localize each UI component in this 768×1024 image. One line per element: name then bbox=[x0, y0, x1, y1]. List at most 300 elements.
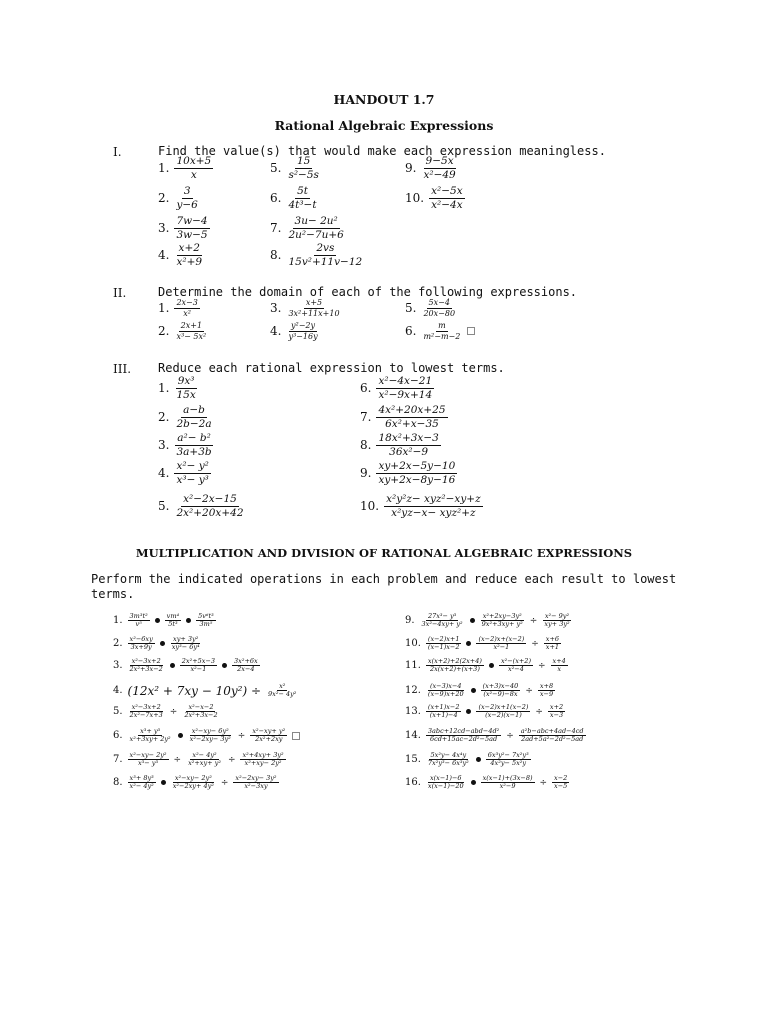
operator-symbol: ÷ bbox=[506, 730, 514, 741]
fraction bbox=[174, 186, 199, 211]
expression-item bbox=[270, 186, 319, 211]
item-number: 6. bbox=[113, 730, 123, 742]
item-number: 3. bbox=[158, 221, 170, 236]
fraction-denominator: x²− 4y² bbox=[129, 782, 154, 791]
section-3-instruction: Reduce each rational expression to lowest terms. bbox=[158, 361, 505, 375]
fraction-numerator: x²−(x+2) bbox=[500, 657, 531, 665]
expression-item bbox=[158, 322, 208, 341]
fraction-denominator: x²−2xy− 3y² bbox=[189, 735, 231, 744]
fraction-denominator: (x−9)x+20 bbox=[427, 690, 464, 699]
fraction bbox=[174, 405, 213, 430]
expression-item bbox=[113, 613, 216, 629]
multiply-dot-icon bbox=[471, 688, 476, 693]
item-number: 4. bbox=[158, 466, 170, 481]
item-number: 5. bbox=[158, 499, 170, 514]
item-number: 2. bbox=[158, 191, 170, 206]
item-number: 7. bbox=[113, 754, 123, 766]
item-number: 5. bbox=[405, 301, 417, 316]
fraction-denominator: 2u²−7u+6 bbox=[288, 228, 344, 241]
placeholder-box-icon bbox=[467, 327, 475, 335]
fraction bbox=[174, 243, 204, 268]
fraction bbox=[174, 299, 199, 318]
fraction-denominator: 36x²−9 bbox=[389, 445, 429, 458]
item-number: 3. bbox=[113, 660, 123, 672]
operator-symbol: ÷ bbox=[525, 685, 533, 696]
fraction-numerator: x²− 4y² bbox=[192, 751, 217, 759]
fraction-denominator: 6x²+x−35 bbox=[385, 417, 439, 430]
fraction-denominator: s²−5s bbox=[288, 168, 319, 181]
fraction bbox=[499, 658, 533, 674]
fraction-denominator: x²−4 bbox=[508, 665, 524, 674]
fraction-numerator: 5x−4 bbox=[428, 298, 450, 307]
fraction bbox=[174, 433, 213, 458]
fraction bbox=[548, 704, 565, 720]
fraction-denominator: 2x(x+2)+(x+3) bbox=[429, 665, 480, 674]
fraction bbox=[552, 775, 569, 791]
fraction-denominator: 15v²+11v−12 bbox=[288, 255, 363, 268]
fraction-denominator: x²−1 bbox=[493, 643, 510, 652]
expression-item bbox=[360, 376, 434, 401]
fraction bbox=[421, 322, 462, 341]
fraction-numerator: 2x−3 bbox=[176, 298, 198, 307]
fraction bbox=[174, 322, 208, 341]
operator-symbol: ÷ bbox=[173, 754, 182, 765]
fraction-numerator: 5v⁶t³ bbox=[198, 612, 214, 620]
fraction bbox=[376, 405, 447, 430]
expression-item bbox=[158, 156, 213, 181]
expression-item bbox=[113, 683, 298, 699]
fraction-numerator: 2x+1 bbox=[180, 321, 203, 330]
fraction bbox=[233, 775, 278, 791]
expression-item bbox=[360, 494, 483, 519]
item-number: 6. bbox=[270, 191, 282, 206]
item-number: 14. bbox=[405, 730, 421, 742]
fraction bbox=[538, 683, 555, 699]
item-number: 4. bbox=[270, 324, 282, 339]
item-number: 8. bbox=[270, 248, 282, 263]
fraction-numerator: a²b−abc+4ad−4cd bbox=[520, 727, 584, 735]
fraction bbox=[128, 704, 165, 720]
fraction-numerator: x²−x−2 bbox=[188, 703, 214, 711]
fraction-denominator: x²yz−x− xyz²+z bbox=[391, 506, 476, 519]
fraction-numerator: 6x³y²− 7x²y³ bbox=[487, 751, 529, 759]
expression-item bbox=[158, 461, 211, 486]
fraction-numerator: 3u− 2u² bbox=[294, 215, 338, 227]
expression-item bbox=[158, 433, 214, 458]
fraction bbox=[128, 728, 173, 744]
fraction-numerator: 4x²+20x+25 bbox=[378, 404, 446, 416]
fraction-denominator: y³−16y bbox=[288, 331, 318, 341]
fraction-denominator: 20x−80 bbox=[423, 308, 456, 318]
fraction-denominator: x²−49 bbox=[423, 168, 456, 181]
fraction-numerator: x²−xy+ y² bbox=[252, 727, 286, 735]
fraction-numerator: 3m³t² bbox=[129, 612, 148, 620]
fraction-denominator: x²−2xy+ 4y² bbox=[172, 782, 214, 791]
multiply-dot-icon bbox=[155, 618, 160, 623]
expression-item bbox=[113, 636, 202, 652]
expression-item bbox=[270, 243, 364, 268]
item-number: 2. bbox=[158, 324, 170, 339]
fraction bbox=[174, 494, 245, 519]
fraction-denominator: 2b−2a bbox=[176, 417, 212, 430]
fraction-denominator: 6cd+15ac−2d²−5ad bbox=[430, 735, 498, 744]
fraction bbox=[128, 752, 169, 768]
fraction-denominator: m²−m−2 bbox=[423, 331, 461, 341]
item-number: 5. bbox=[113, 706, 123, 718]
fraction-denominator: x²−3xy bbox=[244, 782, 268, 791]
item-number: 2. bbox=[158, 410, 170, 425]
item-number: 4. bbox=[113, 685, 123, 697]
expression-text: (12x² + 7xy − 10y²) ÷ bbox=[127, 683, 262, 698]
fraction bbox=[476, 636, 526, 652]
fraction-denominator: x³− y³ bbox=[176, 473, 209, 486]
operator-symbol: ÷ bbox=[227, 754, 236, 765]
fraction bbox=[186, 752, 223, 768]
fraction-denominator: (x+1)−4 bbox=[429, 711, 458, 720]
expression-item bbox=[405, 186, 465, 211]
fraction-numerator: x²−xy− 6y² bbox=[191, 727, 229, 735]
fraction bbox=[165, 613, 181, 629]
item-number: 1. bbox=[158, 381, 170, 396]
fraction-numerator: (x−2)x+(x−2) bbox=[478, 635, 525, 643]
fraction-numerator: x+2 bbox=[549, 703, 564, 711]
item-number: 6. bbox=[405, 324, 417, 339]
item-number: 1. bbox=[158, 301, 170, 316]
fraction-denominator: x bbox=[557, 665, 561, 674]
item-number: 2. bbox=[113, 638, 123, 650]
fraction bbox=[426, 775, 466, 791]
section-3-number: III. bbox=[113, 362, 132, 376]
fraction-numerator: 5t bbox=[297, 185, 308, 197]
fraction-numerator: x²−5x bbox=[431, 185, 463, 197]
multiply-dot-icon bbox=[161, 780, 166, 785]
fraction-numerator: 3x²+6x bbox=[234, 657, 258, 665]
fraction-numerator: (x−2)x+1(x−2) bbox=[478, 703, 529, 711]
fraction-numerator: 9−5x bbox=[425, 155, 454, 167]
expression-item bbox=[405, 752, 531, 768]
expression-item bbox=[113, 658, 260, 674]
fraction-denominator: x²+3xy+ 2y² bbox=[129, 735, 171, 744]
fraction bbox=[174, 376, 197, 401]
fraction bbox=[188, 728, 233, 744]
fraction-numerator: x²− 9y² bbox=[544, 612, 570, 620]
expression-item bbox=[270, 156, 321, 181]
fraction-denominator: 2x²−7x+3 bbox=[129, 711, 163, 720]
expression-item bbox=[158, 405, 214, 430]
fraction bbox=[180, 658, 217, 674]
expression-item bbox=[405, 728, 586, 744]
fraction-denominator: v⁵ bbox=[135, 620, 142, 629]
fraction bbox=[128, 775, 156, 791]
fraction bbox=[376, 461, 457, 486]
fraction-denominator: 9x²+3xy+ y² bbox=[481, 620, 523, 629]
fraction-numerator: x²−2x−15 bbox=[183, 493, 237, 505]
fraction-denominator: 15x bbox=[176, 388, 196, 401]
section-1-instruction: Find the value(s) that would make each expression meaningless. bbox=[158, 144, 606, 158]
fraction-denominator: 5t³ bbox=[168, 620, 178, 629]
fraction-numerator: a²− b² bbox=[177, 432, 211, 444]
fraction-numerator: x+5 bbox=[305, 298, 323, 307]
multiply-dot-icon bbox=[476, 757, 481, 762]
item-number: 10. bbox=[360, 499, 380, 514]
multiply-dot-icon bbox=[489, 663, 494, 668]
fraction-numerator: x+2 bbox=[178, 242, 200, 254]
fraction-denominator: x²−1 bbox=[190, 665, 207, 674]
fraction bbox=[426, 683, 466, 699]
fraction-denominator: x−3 bbox=[549, 711, 564, 720]
fraction-numerator: x+6 bbox=[545, 635, 560, 643]
fraction-denominator: 2ad+5a²−2d²−5ad bbox=[521, 735, 584, 744]
expression-item bbox=[113, 728, 300, 744]
fraction bbox=[519, 728, 586, 744]
fraction-denominator: 2x²+3x−2 bbox=[184, 711, 218, 720]
operator-symbol: ÷ bbox=[537, 660, 546, 671]
fraction-numerator: x² bbox=[279, 682, 286, 690]
item-number: 6. bbox=[360, 381, 372, 396]
fraction-numerator: 18x²+3x−3 bbox=[378, 432, 439, 444]
item-number: 3. bbox=[158, 438, 170, 453]
fraction bbox=[480, 613, 525, 629]
fraction-denominator: x+1 bbox=[545, 643, 560, 652]
multiply-dot-icon bbox=[178, 733, 183, 738]
fraction-numerator: xy+2x−5y−10 bbox=[378, 460, 456, 472]
section-2-instruction: Determine the domain of each of the following expressions. bbox=[158, 285, 578, 299]
placeholder-box-icon bbox=[292, 732, 300, 740]
fraction bbox=[240, 752, 285, 768]
fraction-denominator: 2x²+3x−2 bbox=[129, 665, 163, 674]
mult-div-instruction-line1: Perform the indicated operations in each problem and reduce each result to lowest bbox=[91, 572, 677, 586]
fraction bbox=[266, 683, 298, 699]
item-number: 5. bbox=[270, 161, 282, 176]
fraction bbox=[429, 186, 465, 211]
fraction bbox=[476, 704, 530, 720]
fraction-denominator: 3x+9y bbox=[130, 643, 152, 652]
item-number: 9. bbox=[405, 615, 415, 627]
mult-div-instruction-line2: terms. bbox=[91, 587, 135, 601]
fraction-denominator: x³− y³ bbox=[138, 759, 159, 768]
item-number: 11. bbox=[405, 660, 421, 672]
expression-item bbox=[113, 752, 286, 768]
item-number: 10. bbox=[405, 191, 425, 206]
fraction-denominator: x²+9 bbox=[176, 255, 203, 268]
item-number: 3. bbox=[270, 301, 282, 316]
fraction-denominator: xy+ 3y² bbox=[544, 620, 570, 629]
fraction-denominator: x²+xy− 2y² bbox=[244, 759, 282, 768]
expression-item bbox=[158, 376, 198, 401]
fraction-denominator: (x−2)(x−1) bbox=[485, 711, 522, 720]
expression-item bbox=[360, 433, 441, 458]
item-number: 15. bbox=[405, 754, 421, 766]
fraction-numerator: x³+ 8y³ bbox=[129, 774, 154, 782]
fraction bbox=[551, 658, 568, 674]
handout-title: HANDOUT 1.7 bbox=[333, 92, 435, 107]
fraction-denominator: 2x−4 bbox=[237, 665, 255, 674]
multiply-dot-icon bbox=[466, 641, 471, 646]
operator-symbol: ÷ bbox=[535, 706, 543, 717]
fraction-denominator: x²+xy+ y² bbox=[188, 759, 221, 768]
item-number: 9. bbox=[360, 466, 372, 481]
fraction-numerator: x(x−1)+(3x−8) bbox=[482, 774, 533, 782]
fraction-numerator: 15 bbox=[297, 155, 311, 167]
expression-item bbox=[158, 299, 200, 318]
fraction-numerator: x²−3x+2 bbox=[131, 703, 161, 711]
item-number: 7. bbox=[360, 410, 372, 425]
fraction bbox=[170, 636, 202, 652]
fraction bbox=[286, 243, 364, 268]
multiply-dot-icon bbox=[170, 663, 175, 668]
fraction bbox=[481, 683, 521, 699]
fraction-denominator: 3x²−4xy+ y² bbox=[421, 620, 463, 629]
fraction-numerator: x²−2xy− 3y² bbox=[235, 774, 277, 782]
expression-item bbox=[405, 156, 458, 181]
fraction-denominator: x−5 bbox=[554, 782, 568, 791]
fraction-denominator: xy+2x−8y−16 bbox=[378, 473, 456, 486]
fraction bbox=[286, 186, 318, 211]
fraction-numerator: (x+3)x−40 bbox=[482, 682, 519, 690]
fraction-numerator: 27x³− y³ bbox=[427, 612, 457, 620]
fraction bbox=[171, 775, 216, 791]
expression-item bbox=[270, 322, 320, 341]
item-number: 12. bbox=[405, 685, 421, 697]
fraction-denominator: 3x²+11x+10 bbox=[288, 308, 340, 318]
fraction-denominator: x(x−1)−20 bbox=[427, 782, 464, 791]
fraction bbox=[286, 156, 320, 181]
item-number: 16. bbox=[405, 777, 421, 789]
fraction bbox=[174, 461, 210, 486]
fraction-numerator: 7w−4 bbox=[176, 215, 208, 227]
item-number: 8. bbox=[113, 777, 123, 789]
expression-item bbox=[405, 299, 457, 318]
expression-item bbox=[270, 299, 342, 318]
fraction-denominator: 2x²+20x+42 bbox=[176, 506, 244, 519]
item-number: 1. bbox=[113, 615, 123, 627]
fraction bbox=[128, 636, 155, 652]
fraction-numerator: x²−3x+2 bbox=[131, 657, 161, 665]
multiply-dot-icon bbox=[160, 641, 165, 646]
fraction-denominator: 2x²+2xy bbox=[255, 735, 283, 744]
fraction bbox=[286, 299, 341, 318]
fraction-numerator: 10x+5 bbox=[176, 155, 212, 167]
fraction bbox=[286, 322, 319, 341]
operator-symbol: ÷ bbox=[531, 638, 539, 649]
expression-item bbox=[360, 405, 448, 430]
multiply-dot-icon bbox=[470, 618, 475, 623]
expression-item bbox=[270, 216, 346, 241]
expression-item bbox=[405, 636, 561, 652]
section-1-number: I. bbox=[113, 145, 122, 159]
fraction bbox=[421, 156, 457, 181]
expression-item bbox=[158, 186, 200, 211]
fraction-numerator: 3abc+12cd−abd−4d² bbox=[427, 727, 500, 735]
fraction-denominator: y−6 bbox=[176, 198, 198, 211]
fraction-denominator: 4x²y− 5x²y bbox=[490, 759, 527, 768]
fraction-denominator: x³− 5x² bbox=[176, 331, 207, 341]
fraction-numerator: x+8 bbox=[539, 682, 554, 690]
fraction-numerator: 3 bbox=[183, 185, 191, 197]
expression-item bbox=[158, 243, 204, 268]
fraction bbox=[481, 775, 535, 791]
handout-subtitle: Rational Algebraic Expressions bbox=[274, 118, 494, 133]
fraction-numerator: (x−2)x+1 bbox=[427, 635, 460, 643]
fraction-numerator: 9x³ bbox=[177, 375, 195, 387]
fraction bbox=[182, 704, 219, 720]
fraction bbox=[426, 752, 471, 768]
fraction-denominator: (x−1)x−2 bbox=[427, 643, 460, 652]
fraction-numerator: m bbox=[438, 321, 446, 330]
fraction-denominator: x bbox=[190, 168, 197, 181]
mult-div-title: MULTIPLICATION AND DIVISION OF RATIONAL ALGEBRAIC EXPRESSIONS bbox=[135, 546, 633, 560]
expression-item bbox=[405, 322, 475, 341]
fraction bbox=[286, 216, 345, 241]
operator-symbol: ÷ bbox=[529, 615, 538, 626]
fraction-denominator: 3m⁵ bbox=[199, 620, 213, 629]
fraction-numerator: x(x+2)+2(2x+4) bbox=[427, 657, 482, 665]
fraction-denominator: (x²−9)−8x bbox=[483, 690, 518, 699]
fraction-numerator: a−b bbox=[183, 404, 205, 416]
fraction bbox=[426, 704, 462, 720]
fraction bbox=[486, 752, 531, 768]
fraction-numerator: x²+4xy+ 3y² bbox=[242, 751, 284, 759]
fraction-numerator: x²− y² bbox=[176, 460, 209, 472]
fraction-numerator: vm⁴ bbox=[166, 612, 180, 620]
fraction bbox=[421, 299, 457, 318]
fraction-numerator: 2vs bbox=[316, 242, 335, 254]
fraction bbox=[196, 613, 216, 629]
fraction-denominator: x² bbox=[183, 308, 192, 318]
fraction-numerator: x²y²z− xyz²−xy+z bbox=[386, 493, 481, 505]
fraction-denominator: 4t³−t bbox=[288, 198, 317, 211]
item-number: 4. bbox=[158, 248, 170, 263]
fraction-numerator: 2x²+5x−3 bbox=[181, 657, 216, 665]
fraction bbox=[174, 156, 213, 181]
item-number: 8. bbox=[360, 438, 372, 453]
fraction bbox=[426, 658, 484, 674]
expression-item bbox=[113, 704, 220, 720]
fraction-numerator: x²−6xy bbox=[129, 635, 153, 643]
fraction-denominator: 3a+3b bbox=[176, 445, 212, 458]
operator-symbol: ÷ bbox=[539, 777, 548, 788]
fraction-numerator: x²−xy− 2y² bbox=[129, 751, 167, 759]
expression-item bbox=[405, 658, 568, 674]
fraction-numerator: x²−4x−21 bbox=[378, 375, 433, 387]
fraction-numerator: x²−xy− 2y² bbox=[174, 774, 212, 782]
item-number: 9. bbox=[405, 161, 417, 176]
fraction-denominator: x²−4x bbox=[431, 198, 463, 211]
fraction-denominator: x−9 bbox=[539, 690, 554, 699]
fraction bbox=[426, 636, 462, 652]
fraction-numerator: 5x²y− 4x⁴y bbox=[430, 751, 467, 759]
fraction bbox=[250, 728, 287, 744]
operator-symbol: ÷ bbox=[237, 730, 246, 741]
fraction bbox=[376, 433, 440, 458]
fraction-numerator: y²−2y bbox=[291, 321, 316, 330]
expression-item bbox=[405, 613, 572, 629]
multiply-dot-icon bbox=[186, 618, 191, 623]
expression-item bbox=[113, 775, 279, 791]
fraction-numerator: x−2 bbox=[554, 774, 568, 782]
fraction bbox=[542, 613, 571, 629]
fraction bbox=[376, 376, 434, 401]
expression-item bbox=[158, 494, 246, 519]
expression-item bbox=[405, 775, 569, 791]
operator-symbol: ÷ bbox=[220, 777, 229, 788]
fraction bbox=[426, 728, 501, 744]
fraction-denominator: xy³− 6y⁴ bbox=[171, 643, 200, 652]
expression-item bbox=[405, 704, 565, 720]
expression-item bbox=[360, 461, 457, 486]
multiply-dot-icon bbox=[466, 709, 471, 714]
fraction bbox=[544, 636, 561, 652]
